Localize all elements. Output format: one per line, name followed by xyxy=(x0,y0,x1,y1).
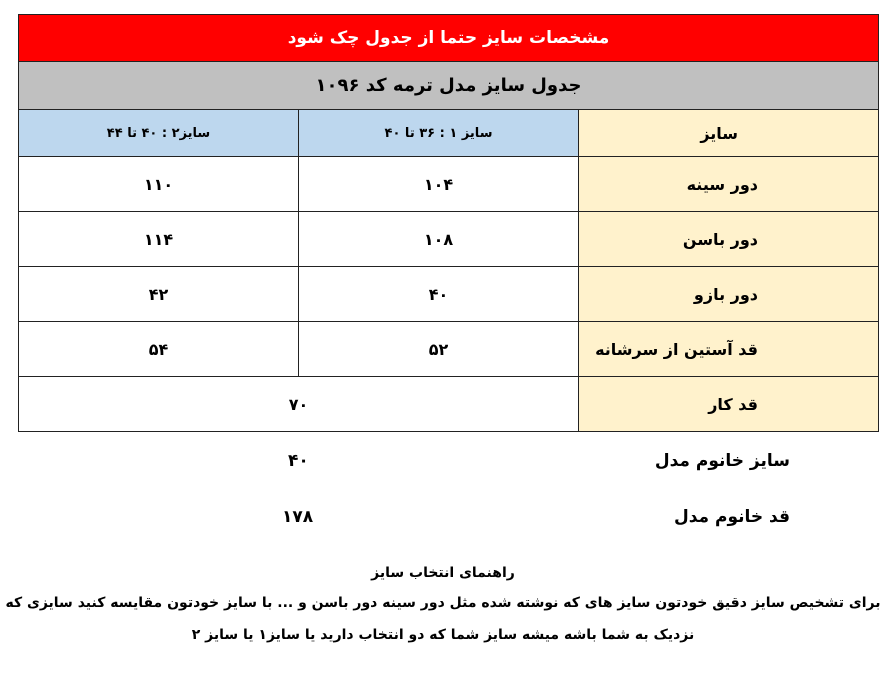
table-row xyxy=(19,267,879,322)
header-size: سایز xyxy=(579,110,879,157)
row-size1: ۱۰۴ xyxy=(299,157,579,212)
row-label: دور سینه xyxy=(579,157,879,212)
guide-line1: برای تشخیص سایز دقیق خودتون سایز های که نوشته شده مثل دور سینه دور باسن و ... با سایز خودتون مقایسه کنید سایزی که xyxy=(5,595,881,611)
row-size2: ۵۴ xyxy=(19,322,299,377)
row-label: دور بازو xyxy=(579,267,879,322)
row-label: قد کار xyxy=(579,377,879,432)
header-size1: سایز ۱ : ۳۶ تا ۴۰ xyxy=(299,110,579,157)
table-row xyxy=(19,322,879,377)
row-size1: ۵۲ xyxy=(299,322,579,377)
row-label: قد آستین از سرشانه xyxy=(579,322,879,377)
row-size2: ۱۱۰ xyxy=(19,157,299,212)
row-size2: ۱۱۴ xyxy=(19,212,299,267)
table-row xyxy=(19,157,879,212)
table-row xyxy=(19,377,879,432)
row-label: دور باسن xyxy=(579,212,879,267)
header-size2: سایز۲ : ۴۰ تا ۴۴ xyxy=(19,110,299,157)
guide-line2: نزدیک به شما باشه میشه سایز شما که دو انتخاب دارید یا سایز۱ یا سایز ۲ xyxy=(191,627,695,643)
table-row xyxy=(19,212,879,267)
table-subtitle: جدول سایز مدل ترمه کد ۱۰۹۶ xyxy=(19,62,879,110)
size-table xyxy=(18,14,879,432)
guide-title: راهنمای انتخاب سایز xyxy=(371,565,515,581)
row-size1: ۴۰ xyxy=(299,267,579,322)
row-size1: ۱۰۸ xyxy=(299,212,579,267)
row-value: ۷۰ xyxy=(19,377,579,432)
row-size2: ۴۲ xyxy=(19,267,299,322)
model-size-value: ۴۰ xyxy=(288,451,309,471)
model-size-label: سایز خانوم مدل xyxy=(654,451,790,471)
model-height-label: قد خانوم مدل xyxy=(673,507,790,527)
model-height-value: ۱۷۸ xyxy=(282,507,314,527)
table-title: مشخصات سایز حتما از جدول چک شود xyxy=(19,15,879,62)
